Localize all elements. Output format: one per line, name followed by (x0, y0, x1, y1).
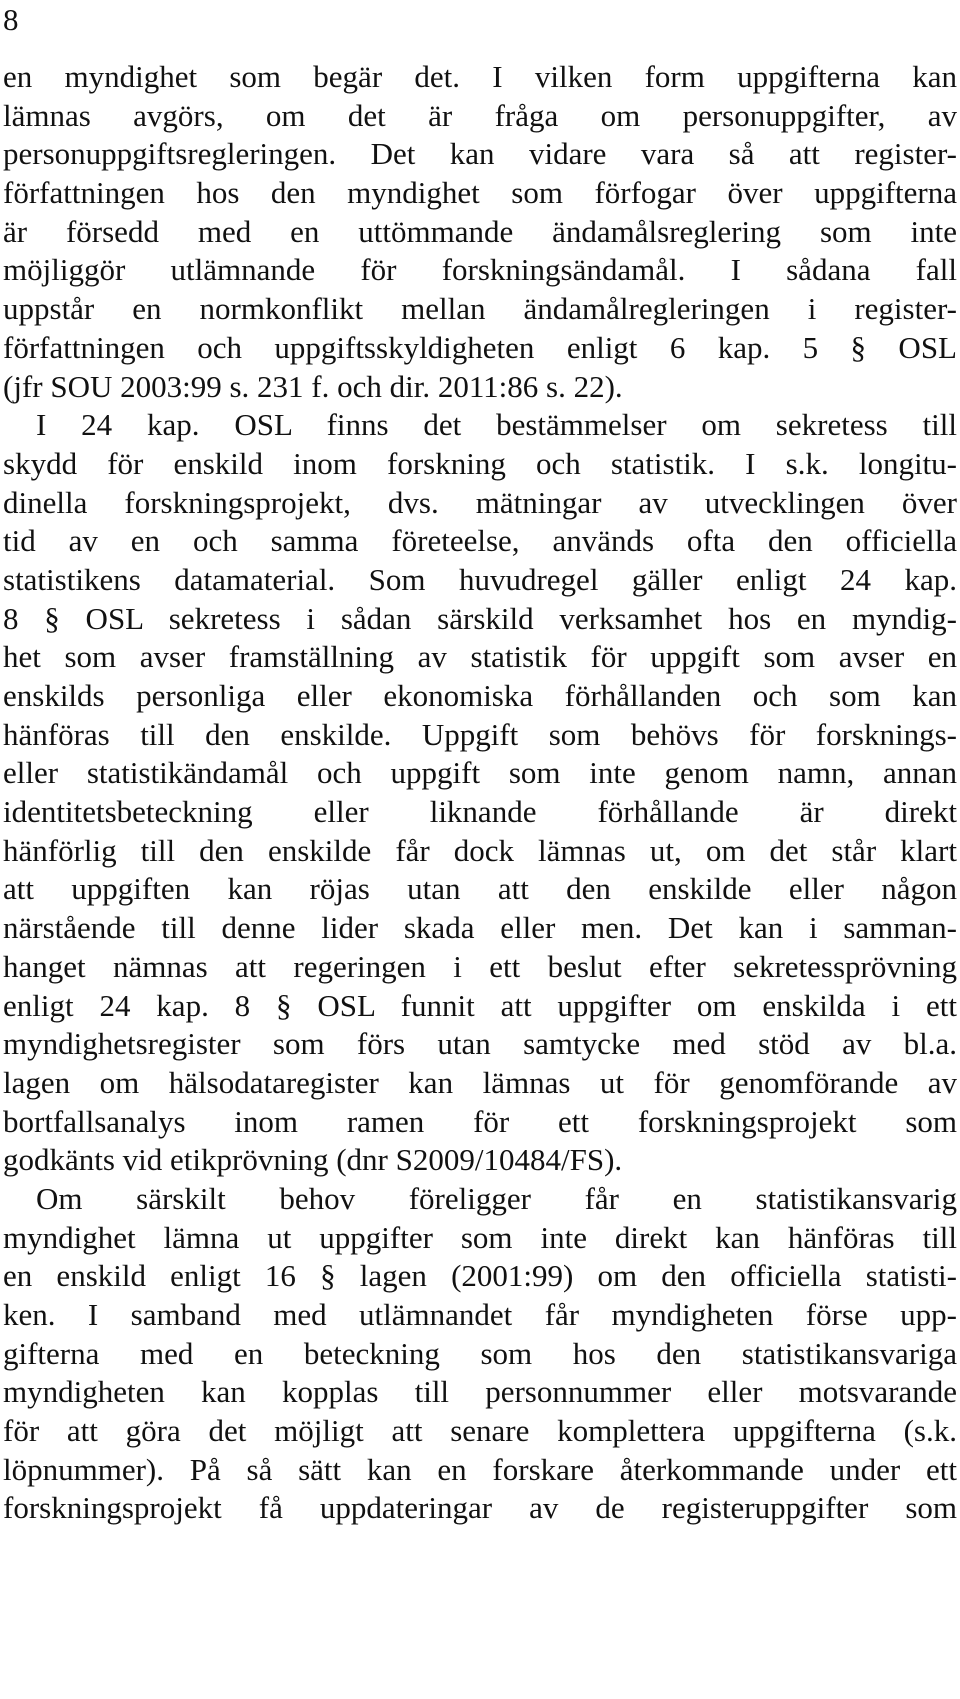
text-line: eller statistikändamål och uppgift som inte genom namn, annan (3, 755, 957, 791)
text-line: Om särskilt behov föreligger får en statistikansvarig (36, 1180, 957, 1216)
text-line: dinella forskningsprojekt, dvs. mätningar av utvecklingen över (3, 484, 957, 520)
text-line: enligt 24 kap. 8 § OSL funnit att uppgifter om enskilda i ett (3, 987, 957, 1023)
text-line: myndighet lämna ut uppgifter som inte direkt kan hänföras till (3, 1219, 957, 1255)
text-line: att uppgiften kan röjas utan att den enskilde eller någon (3, 871, 957, 907)
text-line: personuppgiftsregleringen. Det kan vidare vara så att register- (3, 136, 957, 172)
text-line: lagen om hälsodataregister kan lämnas ut för genomförande av (3, 1064, 957, 1100)
text-line: författningen och uppgiftsskyldigheten enligt 6 kap. 5 § OSL (3, 329, 957, 365)
text-line: forskningsprojekt få uppdateringar av de registeruppgifter som (3, 1490, 957, 1526)
text-line: (jfr SOU 2003:99 s. 231 f. och dir. 2011:86 s. 22). (3, 368, 623, 404)
text-line: ken. I samband med utlämnandet får myndigheten förse upp- (3, 1297, 957, 1332)
text-line: het som avser framställning av statistik för uppgift som avser en (3, 639, 957, 675)
text-line: är försedd med en uttömmande ändamålsreglering som inte (3, 213, 957, 249)
text-line: författningen hos den myndighet som förfogar över uppgifterna (3, 175, 957, 211)
text-line: myndigheten kan kopplas till personnummer eller motsvarande (3, 1374, 957, 1410)
text-line: enskilds personliga eller ekonomiska förhållanden och som kan (3, 678, 957, 713)
body-text (0, 58, 960, 1528)
text-line: hanget nämnas att regeringen i ett beslut efter sekretessprövning (3, 948, 957, 984)
text-line: lämnas avgörs, om det är fråga om personuppgifter, av (3, 97, 957, 133)
text-line: möjliggör utlämnande för forskningsändamål. I sådana fall (3, 252, 957, 288)
text-line: identitetsbeteckning eller liknande förhållande är direkt (3, 794, 957, 830)
text-line: skydd för enskild inom forskning och statistik. I s.k. longitu- (3, 445, 957, 481)
text-line: hänförlig till den enskilde får dock lämnas ut, om det står klart (3, 832, 957, 868)
text-line: för att göra det möjligt att senare komplettera uppgifterna (s.k. (3, 1413, 957, 1449)
text-line: I 24 kap. OSL finns det bestämmelser om sekretess till (36, 407, 957, 443)
text-line: godkänts vid etikprövning (dnr S2009/10484/FS). (3, 1142, 623, 1178)
text-line: 8 § OSL sekretess i sådan särskild verksamhet hos en myndig- (3, 600, 957, 636)
text-line: en myndighet som begär det. I vilken form uppgifterna kan (3, 59, 957, 94)
text-line: statistikens datamaterial. Som huvudregel gäller enligt 24 kap. (3, 561, 957, 597)
page-number: 8 (3, 2, 19, 37)
text-line: myndighetsregister som förs utan samtycke med stöd av bl.a. (3, 1026, 957, 1062)
text-line: löpnummer). På så sätt kan en forskare återkommande under ett (3, 1451, 957, 1487)
text-line: bortfallsanalys inom ramen för ett forskningsprojekt som (3, 1103, 957, 1139)
text-line: tid av en och samma företeelse, används ofta den officiella (3, 523, 957, 559)
text-line: hänföras till den enskilde. Uppgift som behövs för forsknings- (3, 716, 957, 752)
text-line: en enskild enligt 16 § lagen (2001:99) om den officiella statisti- (3, 1258, 957, 1294)
text-line: uppstår en normkonflikt mellan ändamålregleringen i register- (3, 291, 957, 327)
text-line: gifterna med en beteckning som hos den statistikansvariga (3, 1335, 957, 1371)
text-line: närstående till denne lider skada eller men. Det kan i samman- (3, 910, 957, 946)
